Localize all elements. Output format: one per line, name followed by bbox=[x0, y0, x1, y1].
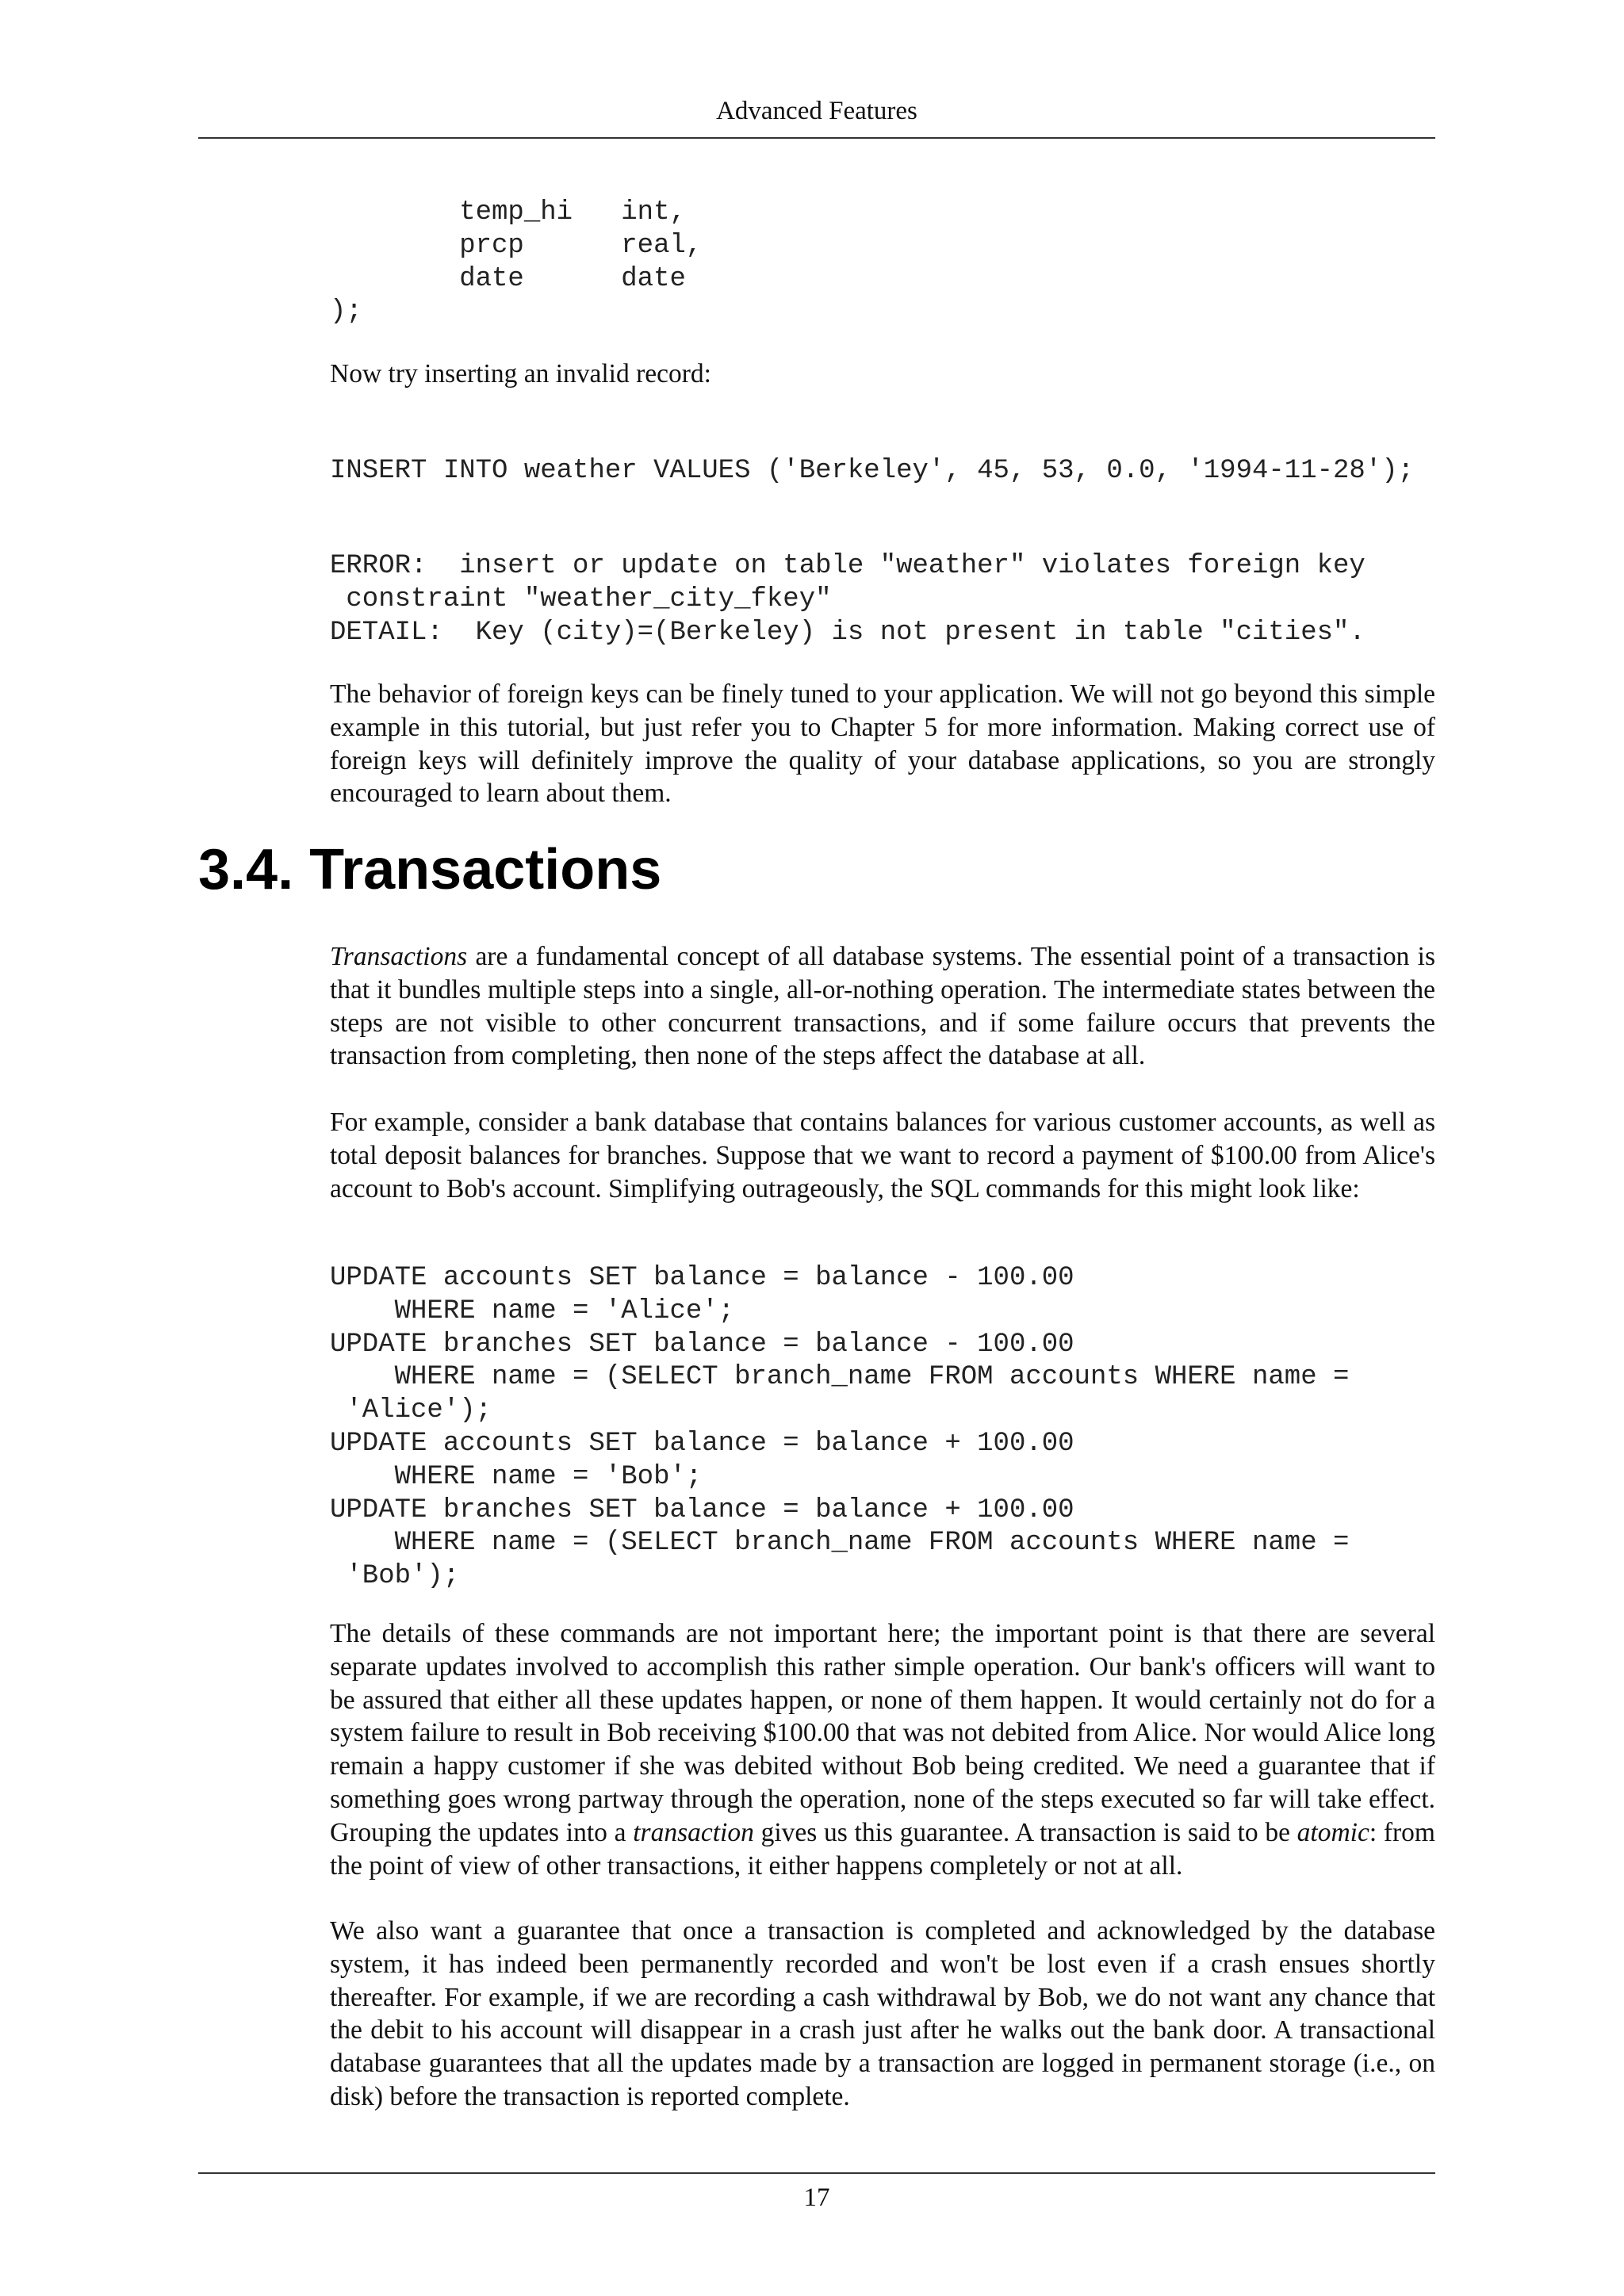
page-number: 17 bbox=[803, 2183, 830, 2212]
paragraph-bank-example: For example, consider a bank database that contains balances for various customer accounts, as well as total deposit balances for branches. Suppose that we want to record a payment of $100.00 from Alice's account to Bob's account. Simplifying outrageously, the SQL commands for this might look like: bbox=[330, 1108, 1435, 1203]
footer-rule bbox=[198, 2172, 1435, 2174]
code-line: prcp real, bbox=[330, 230, 703, 261]
paragraph-invalid-record: Now try inserting an invalid record: bbox=[330, 359, 711, 388]
section-heading: 3.4. Transactions bbox=[198, 838, 662, 901]
code-line: DETAIL: Key (city)=(Berkeley) is not present in table "cities". bbox=[330, 617, 1365, 648]
code-line: UPDATE branches SET balance = balance + 100.00 bbox=[330, 1494, 1074, 1525]
code-line: WHERE name = 'Bob'; bbox=[330, 1461, 703, 1492]
code-line: UPDATE branches SET balance = balance - 100.00 bbox=[330, 1329, 1074, 1360]
code-line: constraint "weather_city_fkey" bbox=[330, 584, 832, 614]
code-line: 'Alice'); bbox=[330, 1395, 492, 1426]
paragraph-text: are a fundamental concept of all database systems. The essential point of a transaction is that it bundles multiple steps into a single, all-or-nothing operation. The intermediate states between the steps are not visible to other concurrent transactions, and if some failure occurs that prevents the transaction from completing, then none of the steps affect the database at all. bbox=[330, 942, 1435, 1071]
header-rule bbox=[198, 137, 1435, 139]
running-header: Advanced Features bbox=[716, 97, 917, 125]
term-atomic: atomic bbox=[1297, 1817, 1369, 1847]
code-line: WHERE name = (SELECT branch_name FROM accounts WHERE name = bbox=[330, 1528, 1350, 1559]
code-line: UPDATE accounts SET balance = balance + 100.00 bbox=[330, 1428, 1074, 1459]
paragraph-foreign-keys: The behavior of foreign keys can be finely tuned to your application. We will not go beyond this simple example in this tutorial, but just refer you to Chapter 5 for more information. Making correct use of foreign keys will definitely improve the quality of your database applications, so you are strongly encouraged to learn about them. bbox=[330, 679, 1435, 809]
code-line: date date bbox=[330, 263, 686, 294]
code-line: ); bbox=[330, 297, 362, 327]
paragraph-text: : from the point of view of other transactions, it either happens completely or not at all. bbox=[330, 1817, 1435, 1881]
code-line: UPDATE accounts SET balance = balance - 100.00 bbox=[330, 1263, 1074, 1293]
code-line: 'Bob'); bbox=[330, 1561, 460, 1592]
paragraph-transactions-intro bbox=[330, 940, 1435, 1073]
term-transactions: Transactions bbox=[330, 942, 468, 971]
code-block-error-output bbox=[330, 550, 1435, 649]
paragraph-text: The details of these commands are not important here; the important point is that there are several separate updates involved to accomplish this rather simple operation. Our bank's officers will want to be assured that either all these updates happen, or none of them happen. It would certainly not do for a system failure to result in Bob receiving $100.00 that was not debited from Alice. Nor would Alice long remain a happy customer if she was debited without Bob being credited. We need a guarantee that if something goes wrong partway through the operation, none of the steps executed so far will take effect. Grouping the updates into a bbox=[330, 1619, 1435, 1847]
code-block-updates bbox=[330, 1262, 1435, 1594]
code-block-table-columns bbox=[330, 197, 1435, 329]
code-line: INSERT INTO weather VALUES ('Berkeley', 45, 53, 0.0, '1994-11-28'); bbox=[330, 456, 1415, 486]
code-line: ERROR: insert or update on table "weather" violates foreign key bbox=[330, 551, 1365, 581]
term-transaction: transaction bbox=[633, 1817, 754, 1847]
code-line: WHERE name = (SELECT branch_name FROM accounts WHERE name = bbox=[330, 1362, 1350, 1393]
paragraph-text: gives us this guarantee. A transaction is said to be bbox=[753, 1817, 1297, 1847]
code-line: WHERE name = 'Alice'; bbox=[330, 1295, 735, 1326]
paragraph-atomic bbox=[330, 1617, 1435, 1882]
paragraph-durability: We also want a guarantee that once a transaction is completed and acknowledged by the database system, it has indeed been permanently recorded and won't be lost even if a crash ensues shortly thereafter. For example, if we are recording a cash withdrawal by Bob, we do not want any chance that the debit to his account will disappear in a crash just after he walks out the bank door. A transactional database guarantees that all the updates made by a transaction are logged in permanent storage (i.e., on disk) before the transaction is reported complete. bbox=[330, 1916, 1435, 2111]
code-block-insert bbox=[330, 455, 1435, 488]
code-line: temp_hi int, bbox=[330, 197, 686, 228]
